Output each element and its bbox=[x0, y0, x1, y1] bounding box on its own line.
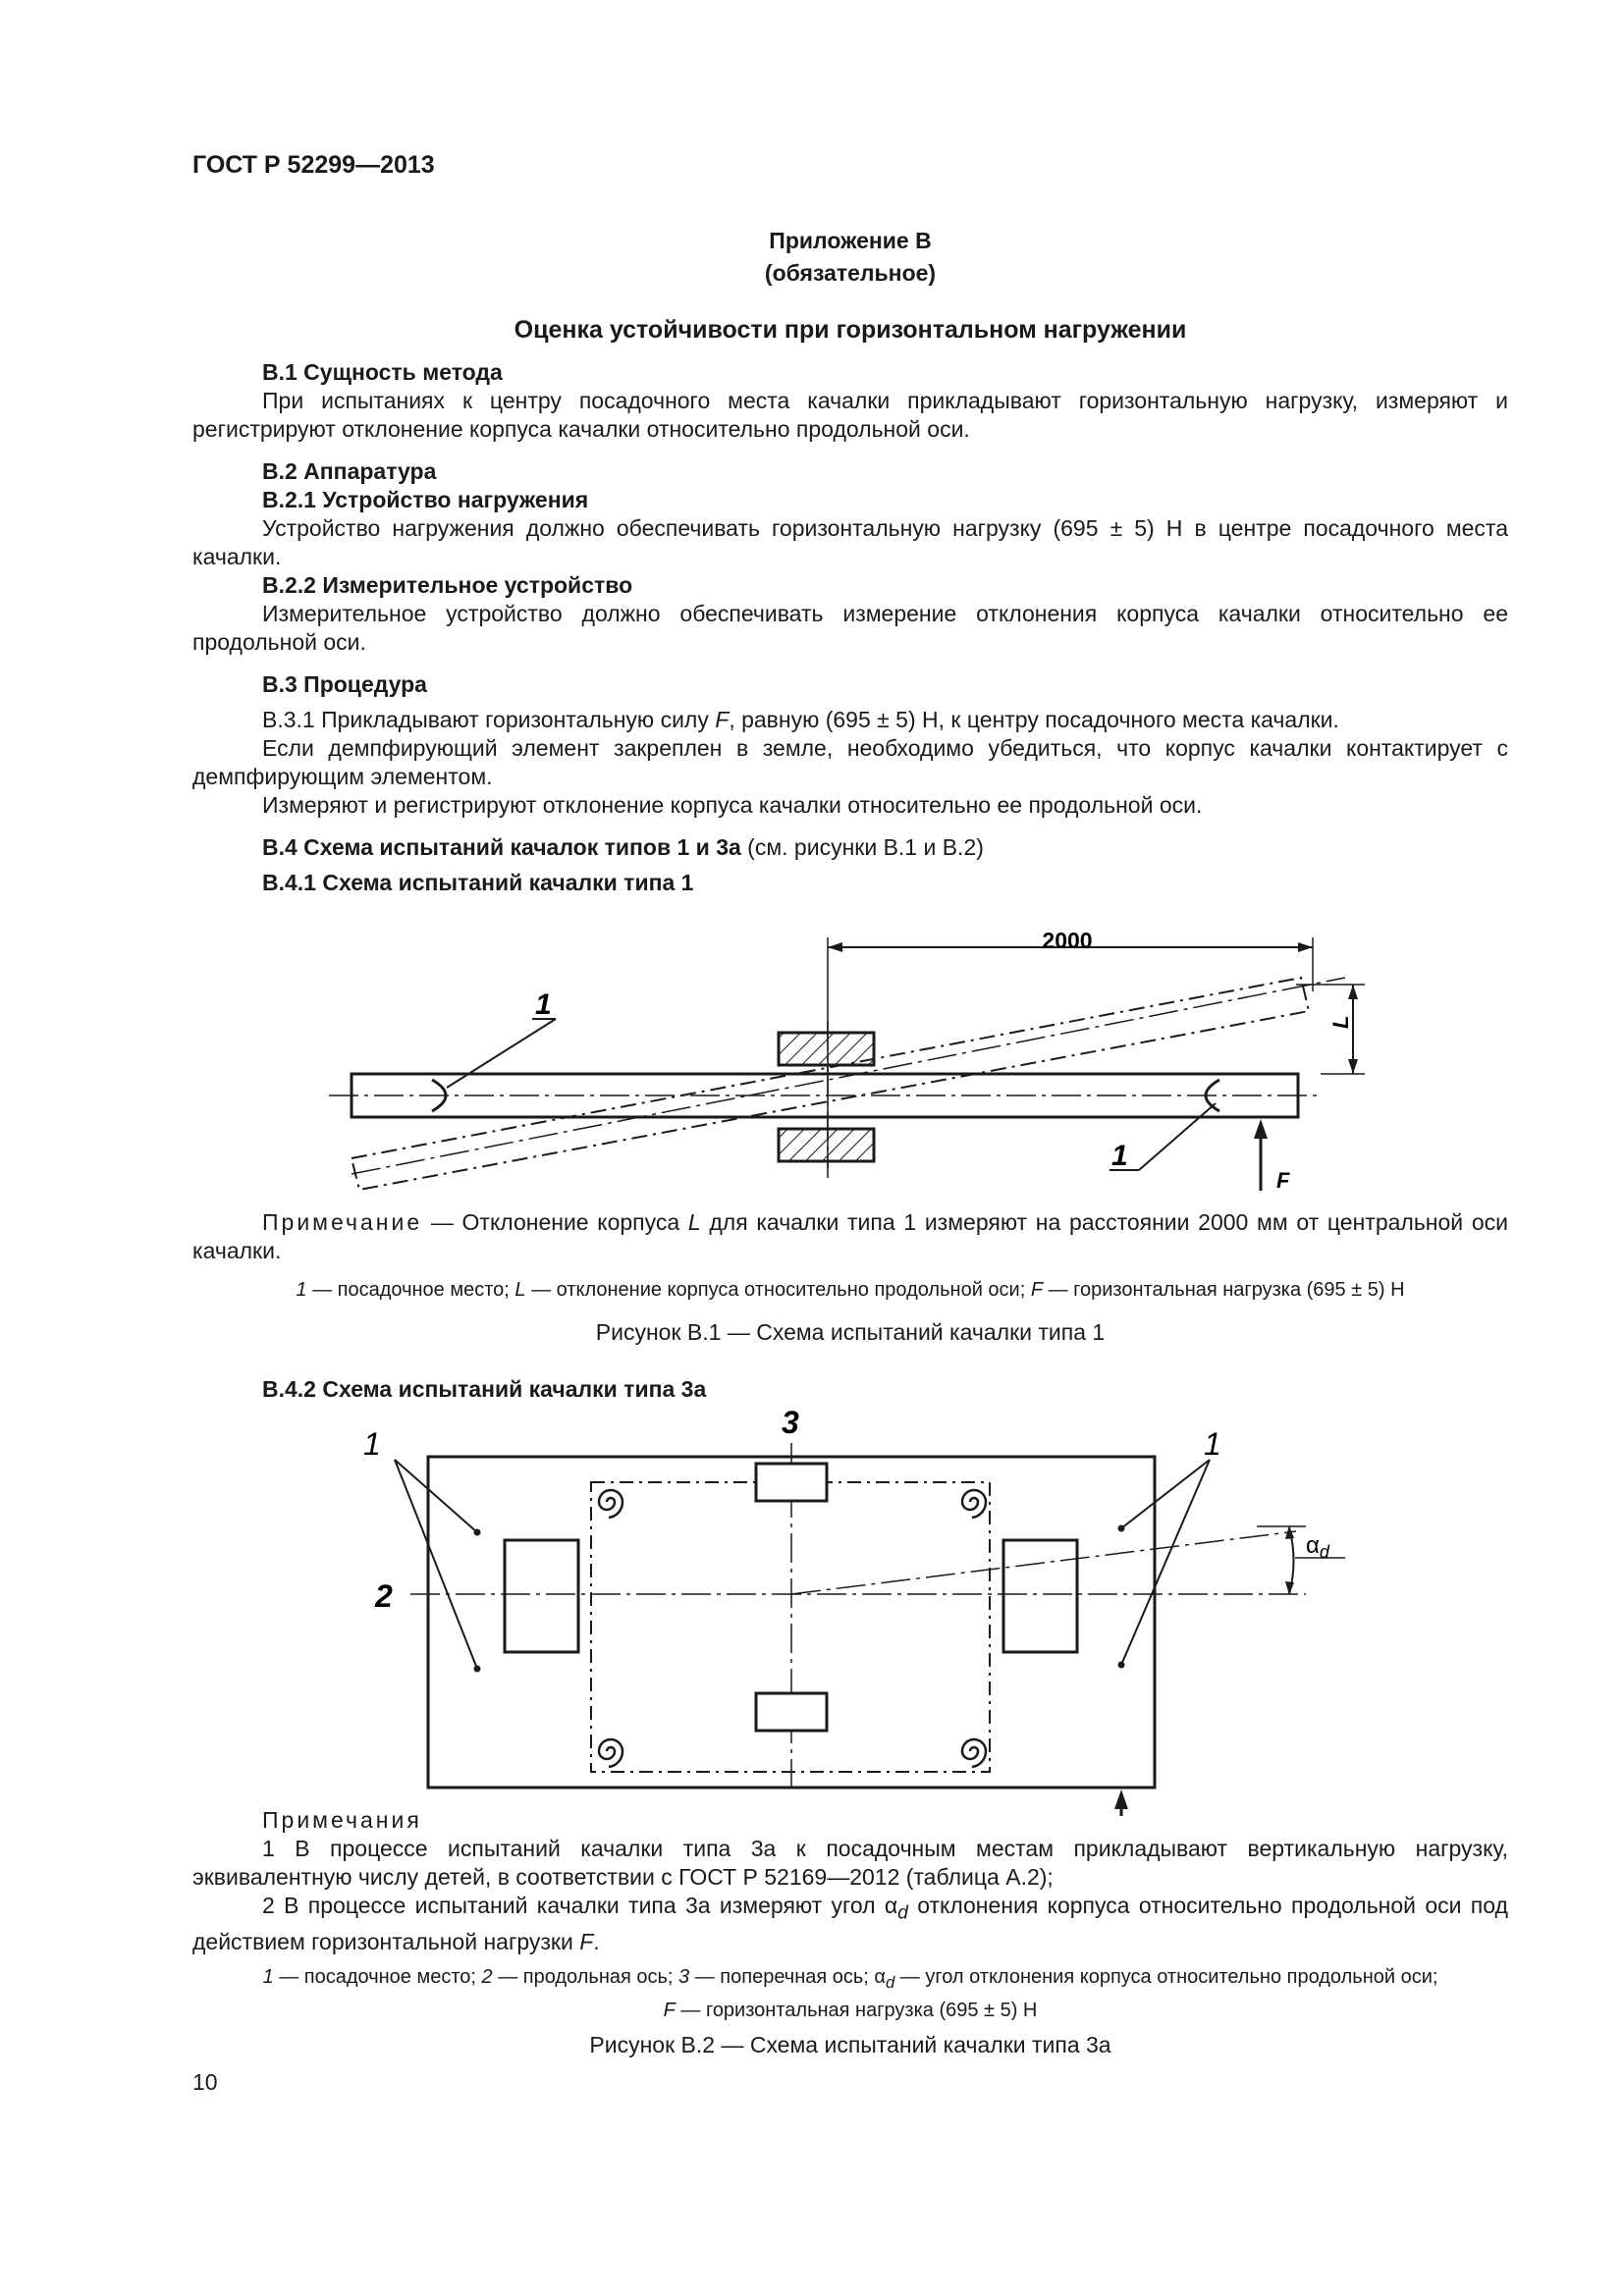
seat-right bbox=[1003, 1540, 1077, 1652]
b21-text: Устройство нагружения должно обеспечивать горизонтальную нагрузку (695 ± 5) Н в центре посадочного места качалки. bbox=[192, 515, 1508, 569]
figure-b1-legend: 1 — посадочное место; L — отклонение корпуса относительно продольной оси; F — горизонтальная нагрузка (695 ± 5) Н bbox=[296, 1279, 1405, 1301]
label-L: L bbox=[1328, 1015, 1353, 1029]
support-top bbox=[779, 1033, 874, 1065]
section-title: Оценка устойчивости при горизонтальном нагружении bbox=[514, 316, 1187, 344]
b22-text: Измерительное устройство должно обеспечивать измерение отклонения корпуса качалки относительно ее продольной оси. bbox=[192, 601, 1508, 655]
note-1: 1 В процессе испытаний качалки типа 3а к посадочным местам прикладывают вертикальную нагрузку, эквивалентную числу детей, в соответствии с ГОСТ Р 52169—2012 (таблица А.2); bbox=[192, 1836, 1508, 1890]
label-1-right: 1 bbox=[1111, 1140, 1128, 1172]
figure-b2-legend: 1 — посадочное место; 2 — продольная ось; 3 — поперечная ось; $\alpha_d$ — угол отклонения корпуса относительно продольной оси; F — горизонтальная нагрузка (695 ± 5) Н bbox=[262, 1966, 1438, 2021]
figure-b2-caption: Рисунок В.2 — Схема испытаний качалки типа 3а bbox=[589, 2032, 1111, 2057]
b31-text: В.3.1 Прикладывают горизонтальную силу F, равную (695 ± 5) Н, к центру посадочного места качалки. bbox=[262, 707, 1339, 732]
label-3: 3 bbox=[782, 1405, 799, 1440]
b1-text: При испытаниях к центру посадочного места качалки прикладывают горизонтальную нагрузку, измеряют и регистрируют отклонение корпуса качалки относительно продольной оси. bbox=[192, 388, 1508, 442]
label-1-left: 1 bbox=[363, 1426, 381, 1462]
label-2: 2 bbox=[375, 1578, 393, 1614]
support-bottom bbox=[779, 1129, 874, 1161]
b3-heading: В.3 Процедура bbox=[262, 671, 427, 697]
notes-title: Примечания bbox=[262, 1807, 422, 1833]
document-id: ГОСТ Р 52299—2013 bbox=[192, 151, 435, 179]
annex-status: (обязательное) bbox=[764, 260, 937, 286]
b41-heading: В.4.1 Схема испытаний качалки типа 1 bbox=[262, 870, 694, 895]
figure-b2-notes bbox=[192, 1806, 1508, 1956]
b2-heading: В.2 Аппаратура bbox=[262, 458, 437, 484]
seat-left bbox=[505, 1540, 578, 1652]
dimension-label: 2000 bbox=[1042, 928, 1093, 953]
b42-heading: В.4.2 Схема испытаний качалки типа 3а bbox=[262, 1376, 707, 1402]
label-F: F bbox=[1276, 1168, 1290, 1193]
b4-heading: В.4 Схема испытаний качалок типов 1 и 3а (см. рисунки В.1 и В.2) bbox=[262, 834, 984, 860]
figure-b1-caption: Рисунок В.1 — Схема испытаний качалки типа 1 bbox=[595, 1319, 1106, 1345]
label-1-right: 1 bbox=[1204, 1426, 1221, 1462]
page-number: 10 bbox=[192, 2069, 218, 2095]
b1-heading: В.1 Сущность метода bbox=[262, 359, 503, 385]
figure-b1-note: Примечание — Отклонение корпуса L для качалки типа 1 измеряют на расстоянии 2000 мм от центральной оси качалки. bbox=[192, 1209, 1508, 1263]
note-2: 2 В процессе испытаний качалки типа 3а измеряют угол $\alpha_d$ отклонения корпуса относительно продольной оси под действием горизонтальной нагрузки F. bbox=[192, 1893, 1508, 1954]
b3-text-2: Если демпфирующий элемент закреплен в земле, необходимо убедиться, что корпус качалки контактирует с демпфирующим элементом. bbox=[192, 735, 1508, 789]
label-alpha-d: $\alpha_d$ bbox=[1306, 1532, 1329, 1562]
label-1-left: 1 bbox=[535, 988, 552, 1021]
b3-text-3: Измеряют и регистрируют отклонение корпуса качалки относительно ее продольной оси. bbox=[262, 792, 1203, 818]
b21-heading: В.2.1 Устройство нагружения bbox=[262, 487, 589, 512]
b22-heading: В.2.2 Измерительное устройство bbox=[262, 572, 633, 598]
annex-title: Приложение В bbox=[769, 228, 932, 253]
figure-b2-diagram bbox=[0, 1404, 1624, 1816]
